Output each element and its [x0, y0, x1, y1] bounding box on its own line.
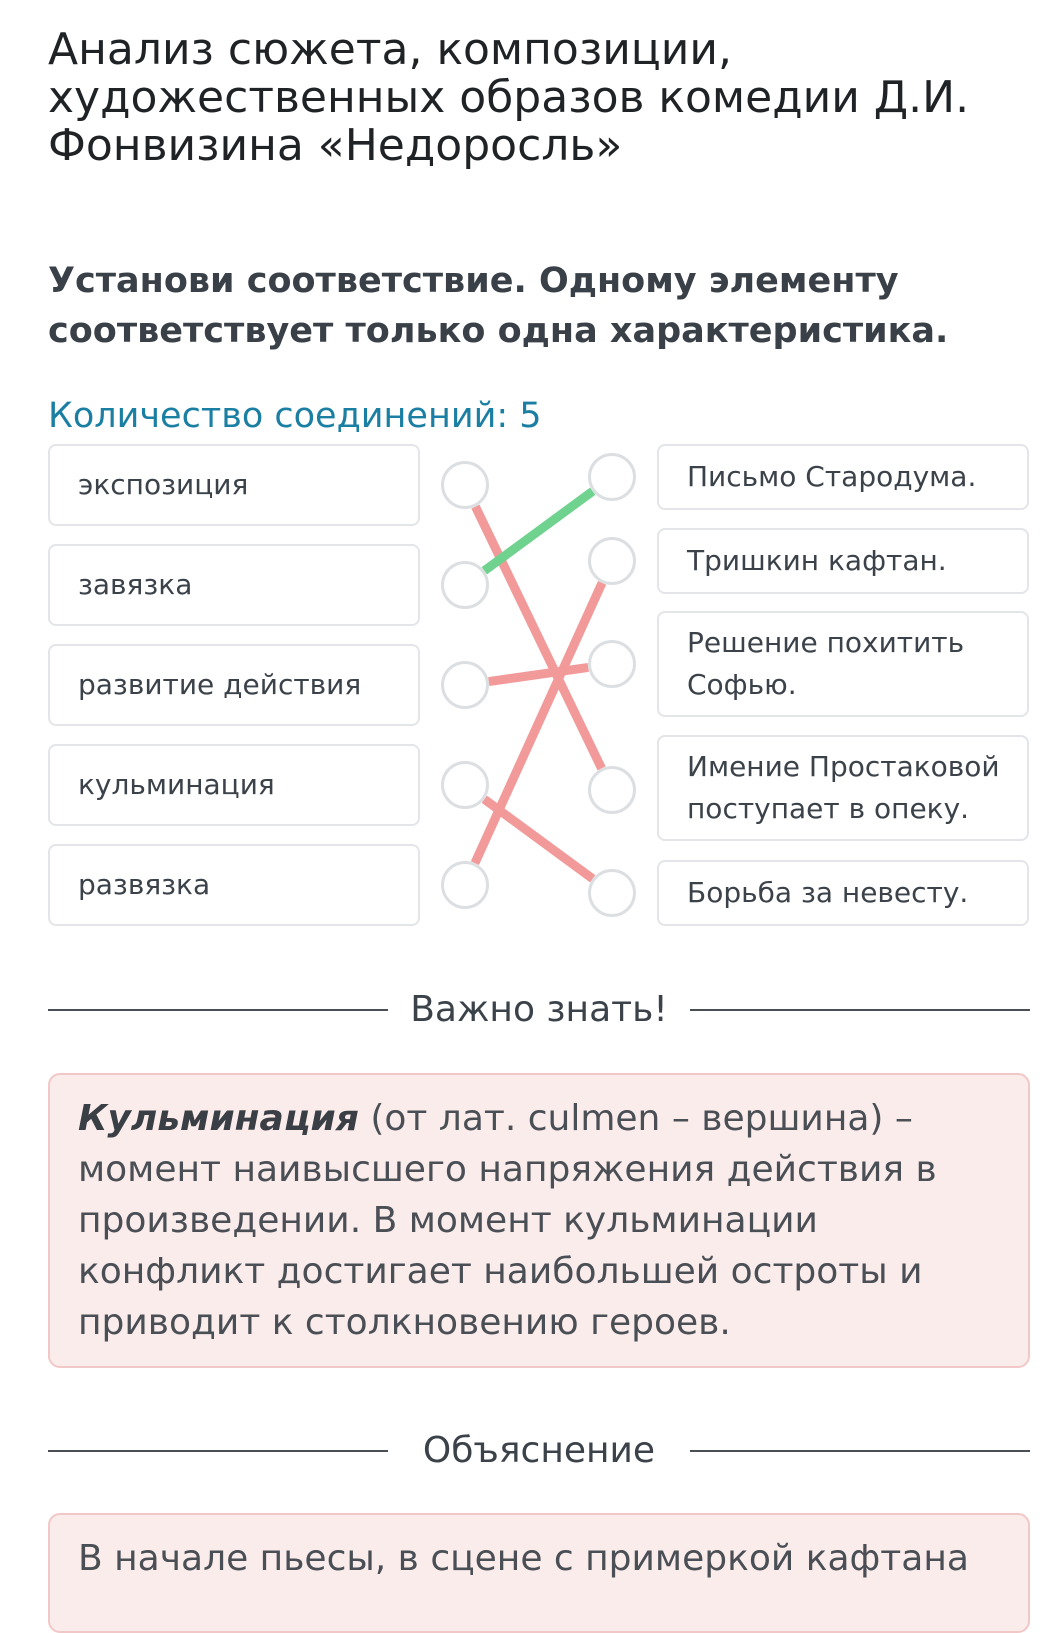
left-item-exposition[interactable] — [48, 444, 420, 526]
right-item-label: Борьба за невесту. — [687, 876, 969, 909]
explanation-heading: Объяснение — [422, 1430, 656, 1471]
connection-line-0 — [475, 507, 601, 769]
left-item-climax[interactable] — [48, 744, 420, 826]
left-item-label: кульминация — [78, 768, 275, 801]
connection-line-3 — [484, 799, 592, 879]
right-item-label: Тришкин кафтан. — [687, 544, 947, 577]
connection-line-1 — [484, 491, 592, 571]
explanation-divider — [48, 1421, 1030, 1481]
right-item-label: Решение похитить Софью. — [687, 626, 965, 701]
important-text: (от лат. culmen – вершина) – момент наивысшего напряжения действия в произведении. В момент кульминации конфликт достигает наибольшей остроты и приводит к столкновению героев. — [78, 1098, 937, 1343]
right-item-bride-struggle[interactable] — [657, 860, 1029, 926]
left-item-plot[interactable] — [48, 544, 420, 626]
divider-line-right — [690, 1009, 1030, 1011]
left-item-label: завязка — [78, 568, 193, 601]
divider-line-right — [690, 1450, 1030, 1452]
right-item-trishka-caftan[interactable] — [657, 528, 1029, 594]
left-item-label: развитие действия — [78, 668, 362, 701]
left-port-1[interactable] — [441, 561, 489, 609]
left-port-4[interactable] — [441, 861, 489, 909]
left-item-rising-action[interactable] — [48, 644, 420, 726]
left-port-3[interactable] — [441, 761, 489, 809]
right-port-0[interactable] — [588, 453, 636, 501]
right-port-4[interactable] — [588, 869, 636, 917]
connection-line-2 — [489, 667, 588, 681]
left-port-2[interactable] — [441, 661, 489, 709]
important-heading: Важно знать! — [410, 989, 668, 1030]
right-item-estate-guardianship[interactable] — [657, 735, 1029, 841]
right-port-3[interactable] — [588, 766, 636, 814]
right-item-label: Имение Простаковой поступает в опеку. — [687, 750, 1000, 825]
left-item-denouement[interactable] — [48, 844, 420, 926]
important-term: Кульминация — [78, 1098, 359, 1139]
important-divider — [48, 980, 1030, 1040]
right-port-1[interactable] — [588, 537, 636, 585]
left-port-0[interactable] — [441, 461, 489, 509]
right-item-kidnap-sophia[interactable] — [657, 611, 1029, 717]
connections-count: Количество соединений: 5 — [48, 396, 542, 436]
important-box — [48, 1073, 1030, 1368]
right-port-2[interactable] — [588, 640, 636, 688]
connection-line-4 — [475, 583, 602, 863]
question-text: Установи соответствие. Одному элементу соответствует только одна характеристика. — [48, 261, 949, 351]
right-item-starodum-letter[interactable] — [657, 444, 1029, 510]
explanation-box — [48, 1513, 1030, 1633]
left-item-label: экспозиция — [78, 468, 249, 501]
explanation-text: В начале пьесы, в сцене с примеркой кафтана — [78, 1538, 969, 1579]
right-item-label: Письмо Стародума. — [687, 460, 977, 493]
page-title: Анализ сюжета, композиции, художественных образов комедии Д.И. Фонвизина «Недоросль» — [48, 24, 970, 171]
left-item-label: развязка — [78, 868, 211, 901]
